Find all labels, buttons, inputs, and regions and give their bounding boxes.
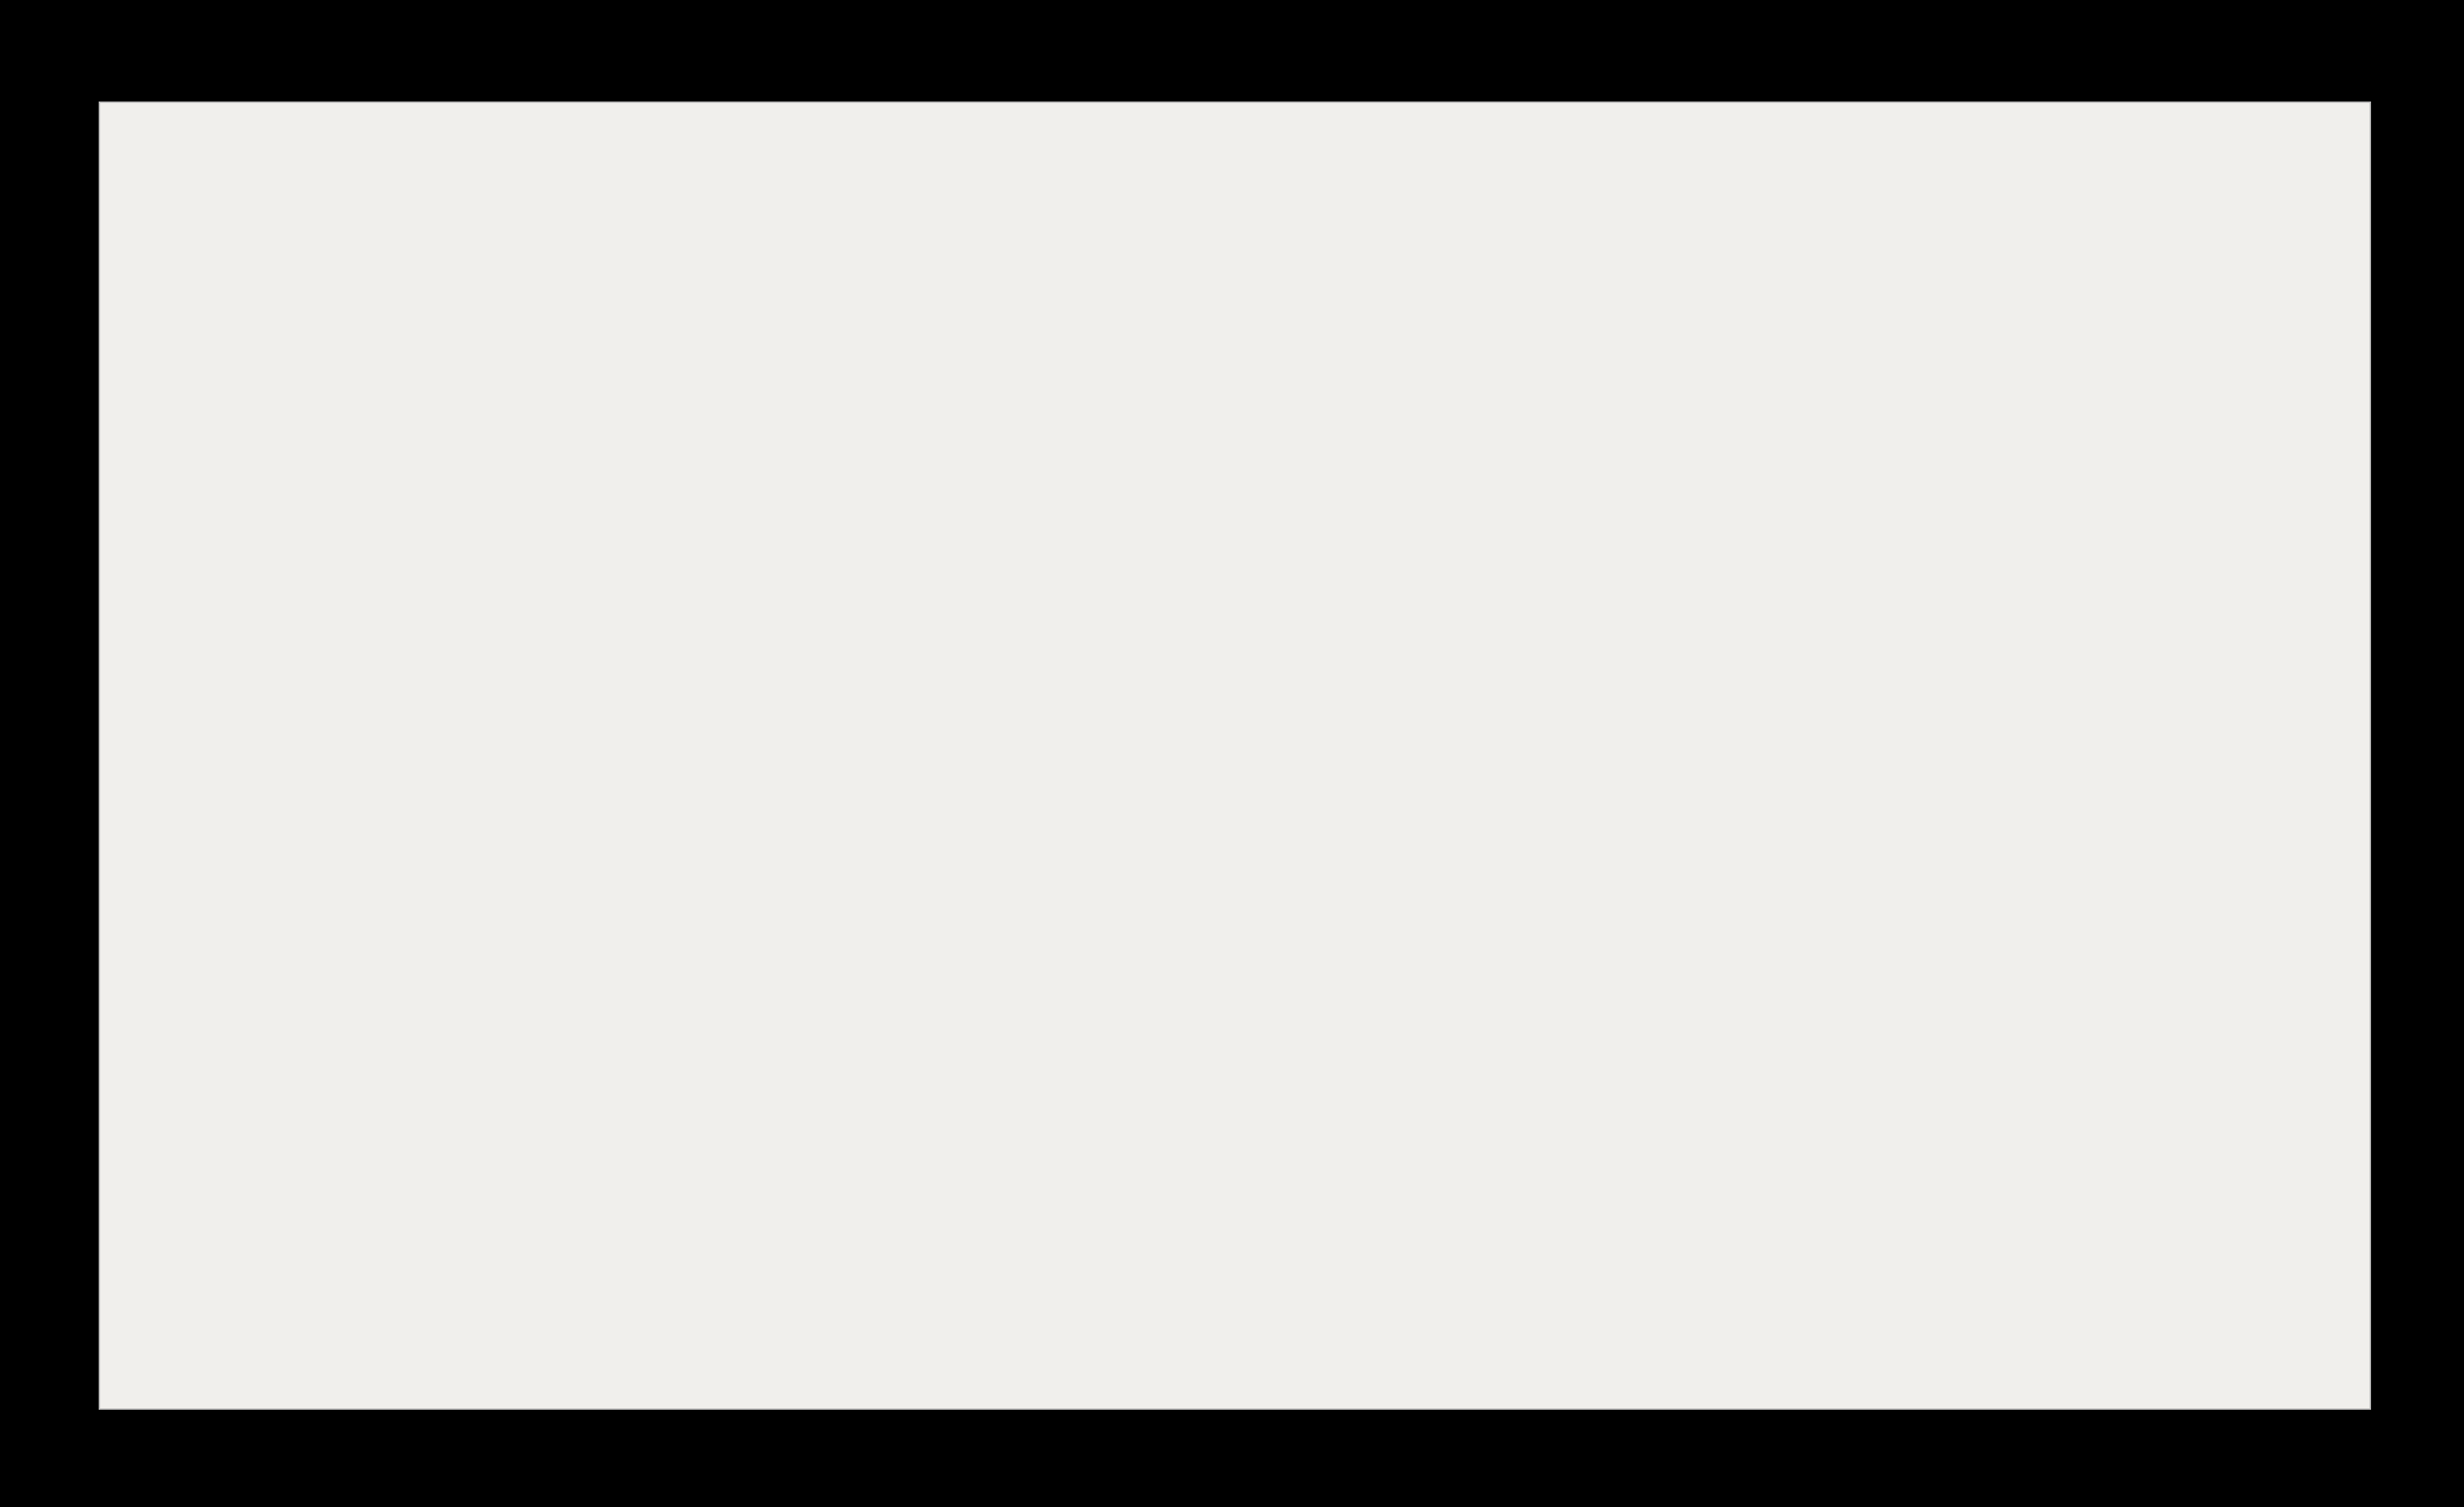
census-card bbox=[99, 102, 2371, 1410]
